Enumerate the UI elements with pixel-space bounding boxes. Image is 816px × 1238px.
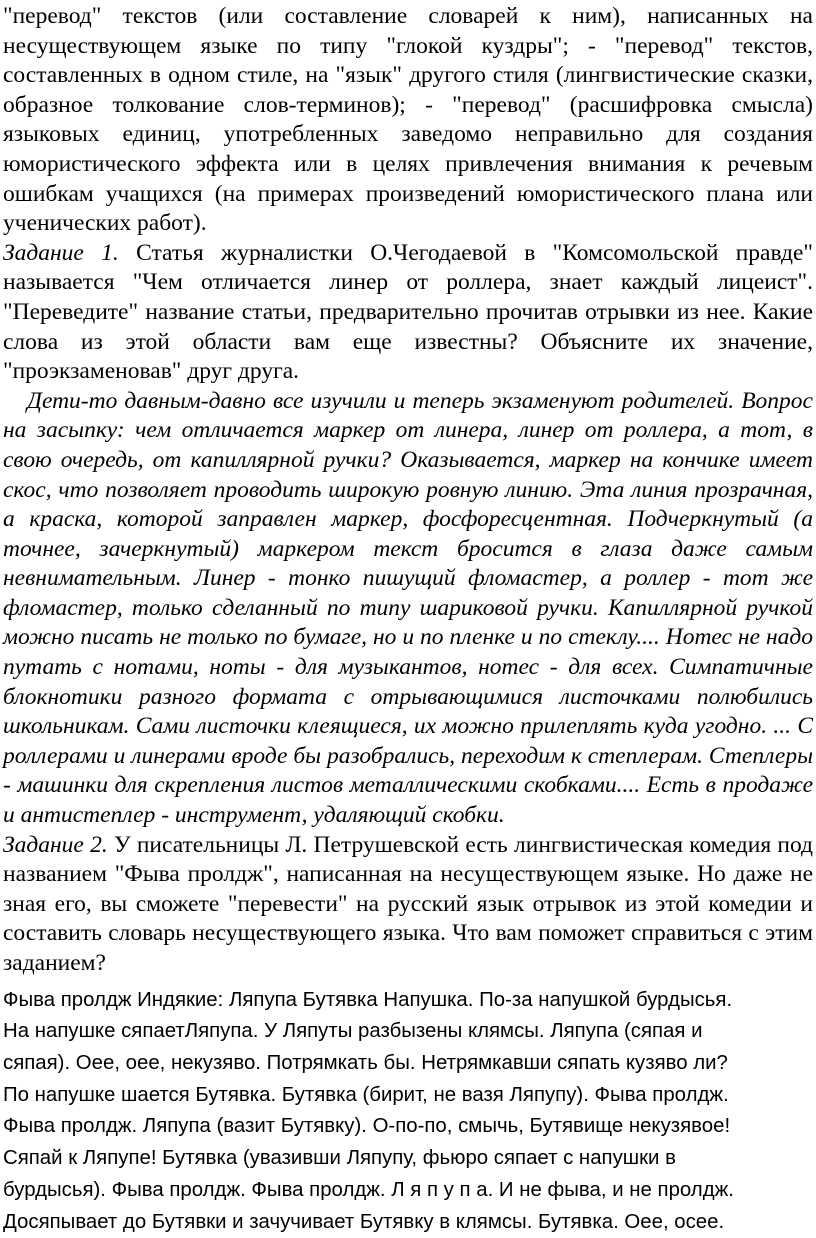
document-page xyxy=(3,2,813,1238)
comedy-line: бурдысья). Фыва пролдж. Фыва пролдж. Л я п у п а. И не фыва, и не пролдж. xyxy=(3,1178,734,1201)
task-1-label: Задание 1. xyxy=(3,239,119,266)
comedy-line: сяпая). Оее, оее, некузяво. Потрямкать бы. Нетрямкавши сяпать кузяво ли? xyxy=(3,1052,728,1074)
comedy-line: Фыва пролдж. Ляпупа (вазит Бутявку). О-по-по, смычь, Бутявище некузявое! xyxy=(3,1115,731,1138)
article-excerpt: Дети-то давным-давно все изучили и теперь экзаменуют родителей. Вопрос на засыпку: чем отличается маркер от линера, линер от роллера, а тот, в свою очередь, от капиллярной ручки? Оказывается, маркер на кончике имеет скос, что позволяет проводить широкую ровную линию. Эта линия прозрачная, а краска, которой заправлен маркер, фосфоресцентная. Подчеркнутый (а точнее, зачеркнутый) маркером текст бросится в глаза даже самым невнимательным. Линер - тонко пишущий фломастер, а роллер - тот же фломастер, только сделанный по типу шариковой ручки. Капиллярной ручкой можно писать не только по бумаге, но и по пленке и по стеклу.... Нотес не надо путать с нотами, ноты - для музыкантов, нотес - для всех. Симпатичные блокнотики разного формата с отрывающимися листочками полюбились школьникам. Сами листочки клеящиеся, их можно прилеплять куда угодно. ... С роллерами и линерами вроде бы разобрались, переходим к степлерам. Степлеры - машинки для скрепления листов металлическими скобками.... Есть в продаже и антистеплер - инструмент, удаляющий скобки. xyxy=(3,387,813,829)
task-2-text: У писательницы Л. Петрушевской есть лингвистическая комедия под названием "Фыва пролдж", написанная на несуществующем языке. Но даже не зная его, вы сможете "перевести" на русский язык отрывок из этой комедии и составить словарь несуществующего языка. Что вам поможет справиться с этим заданием? xyxy=(3,831,813,976)
task-2-paragraph xyxy=(3,831,813,979)
comedy-excerpt xyxy=(3,985,813,1238)
comedy-line: На напушке сяпаетЛяпупа. У Ляпуты разбызены клямсы. Ляпупа (сяпая и xyxy=(3,1020,703,1043)
task-2-label: Задание 2. xyxy=(3,831,108,858)
task-1-text: Статья журналистки О.Чегодаевой в "Комсомольской правде" называется "Чем отличается линер от роллера, знает каждый лицеист". "Переведите" название статьи, предварительно прочитав отрывки из нее. Какие слова из этой области вам еще известны? Объясните их значение, "проэкзаменовав" друг друга. xyxy=(3,239,813,385)
comedy-line: Сяпай к Ляпупе! Бутявка (увазивши Ляпупу, фьюро сяпает с напушки в xyxy=(3,1147,676,1170)
comedy-line: Досяпывает до Бутявки и зачучивает Бутявку в клямсы. Бутявка. Оее, осее. xyxy=(3,1210,725,1233)
task-1-paragraph xyxy=(3,239,813,387)
intro-paragraph: "перевод" текстов (или составление словарей к ним), написанных на несуществующем языке по типу "глокой куздры"; - "перевод" текстов, составленных в одном стиле, на "язык" другого стиля (лингвистические сказки, образное толкование слов-терминов); - "перевод" (расшифровка смысла) языковых единиц, употребленных заведомо неправильно для создания юмористического эффекта или в целях привлечения внимания к речевым ошибкам учащихся (на примерах произведений юмористического плана или ученических работ). xyxy=(3,3,813,237)
comedy-line: По напушке шается Бутявка. Бутявка (бирит, не вазя Ляпупу). Фыва пролдж. xyxy=(3,1083,729,1106)
comedy-line: Фыва пролдж Индякие: Ляпупа Бутявка Напушка. По-за напушкой бурдысья. xyxy=(3,988,733,1011)
